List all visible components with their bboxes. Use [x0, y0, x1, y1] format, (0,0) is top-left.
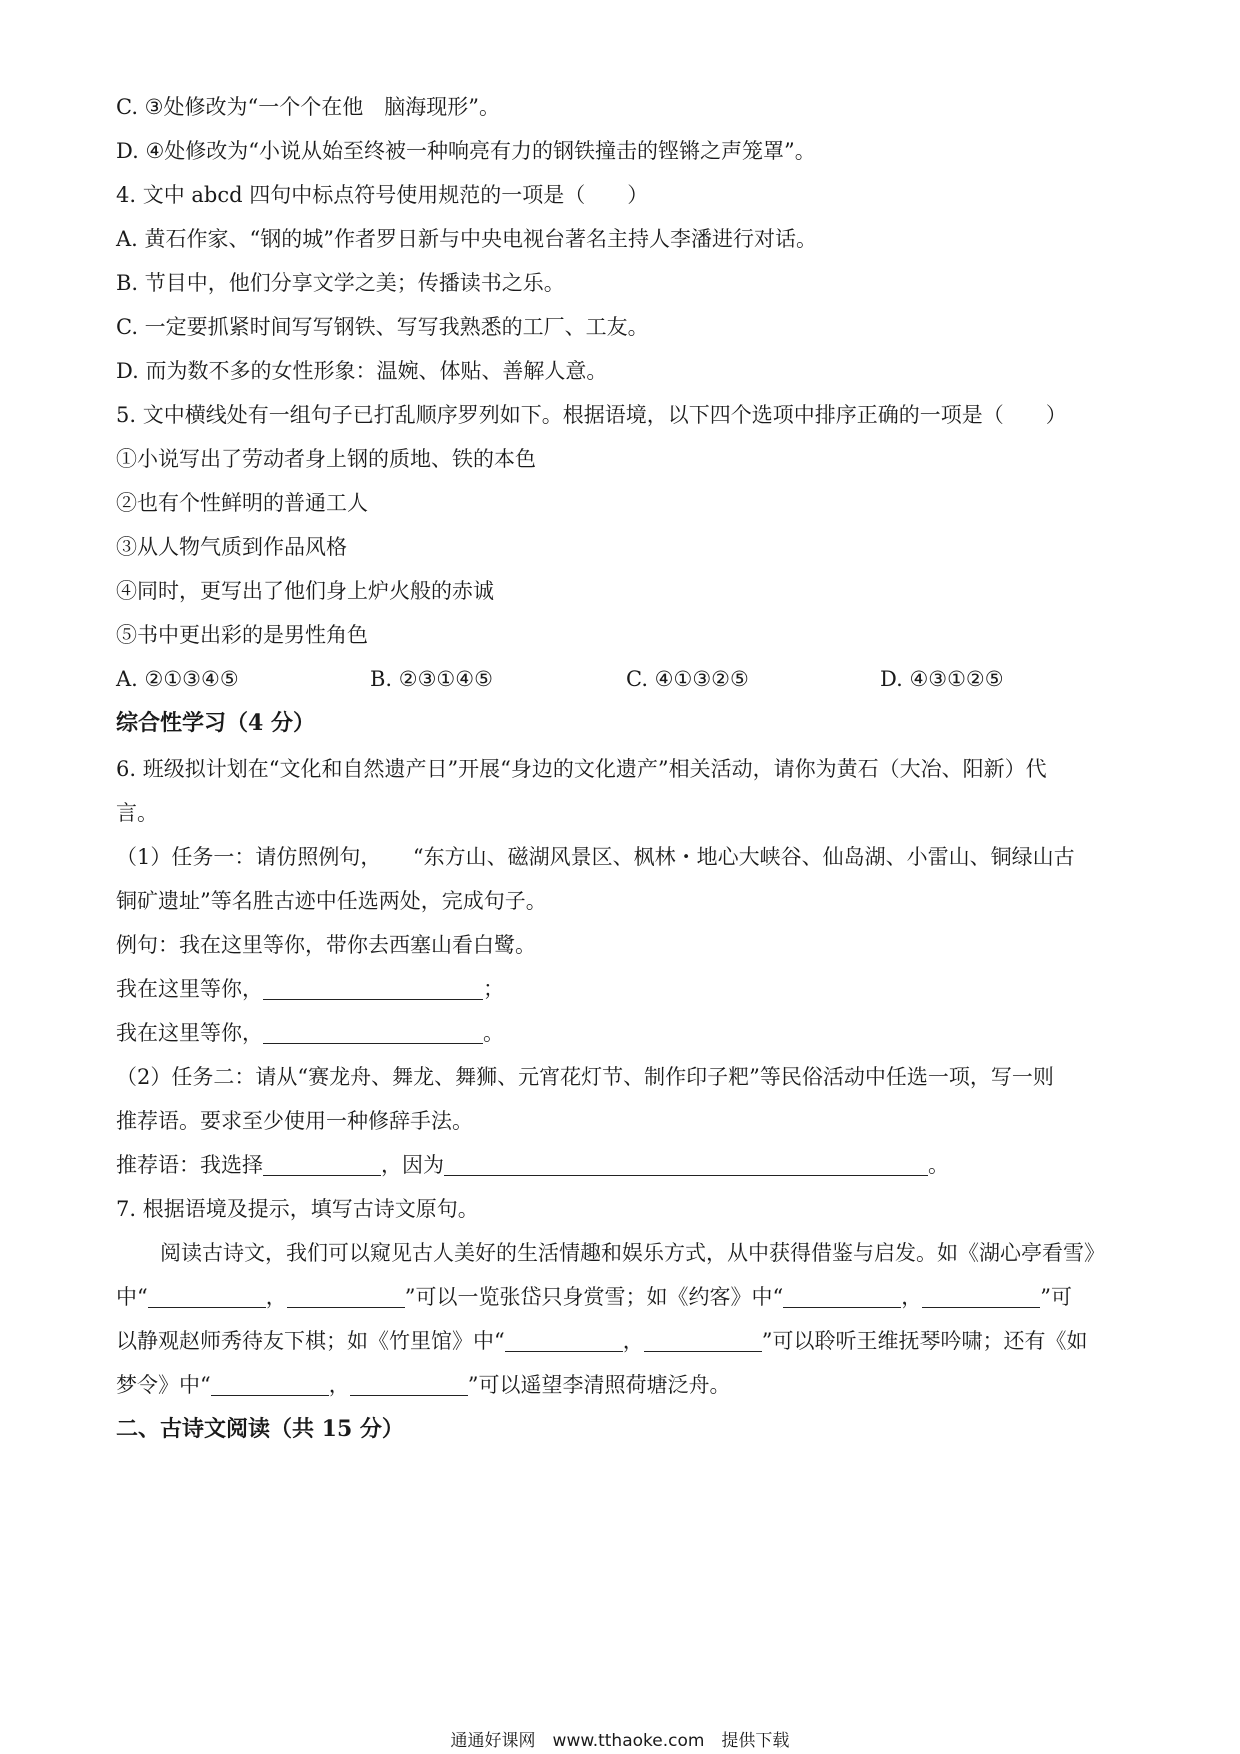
q7-paragraph-line1: 阅读古诗文，我们可以窥见古人美好的生活情趣和娱乐方式，从中获得借鉴与启发。如《湖心亭看雪》 [160, 1241, 1105, 1265]
q4-stem: 4. 文中 abcd 四句中标点符号使用规范的一项是（ ） [116, 183, 649, 207]
q7-stem: 7. 根据语境及提示，填写古诗文原句。 [116, 1197, 479, 1221]
q6-stem-line1: 6. 班级拟计划在“文化和自然遗产日”开展“身边的文化遗产”相关活动，请你为黄石（大冶、阳新）代 [116, 757, 1047, 781]
q6-task2-line1: （2）任务二：请从“赛龙舟、舞龙、舞狮、元宵花灯节、制作印子粑”等民俗活动中任选一项，写一则 [116, 1065, 1054, 1089]
q5-option-b: B. ②③①④⑤ [370, 667, 493, 691]
text-seg: 以静观赵师秀待友下棋；如《竹里馆》中“ [116, 1329, 505, 1353]
q6-answer-line-2 [116, 1018, 504, 1048]
text-seg: ， [328, 1373, 350, 1397]
q3-option-d: D. ④处修改为“小说从始至终被一种响亮有力的钢铁撞击的铿锵之声笼罩”。 [116, 139, 816, 163]
q7-paragraph-line3 [116, 1326, 1087, 1356]
text-seg: ”可以聆听王维抚琴吟啸；还有《如 [761, 1329, 1088, 1353]
poem-blank[interactable] [644, 1329, 762, 1352]
q5-option-c: C. ④①③②⑤ [626, 667, 749, 691]
text-seg: ”可以遥望李清照荷塘泛舟。 [467, 1373, 731, 1397]
q6-answer-line-1 [116, 974, 504, 1004]
q4-option-b: B. 节目中，他们分享文学之美；传播读书之乐。 [116, 271, 565, 295]
rec-reason-blank[interactable] [444, 1153, 928, 1176]
q6-stem-line2: 言。 [116, 801, 158, 825]
q5-sentence-3: ③从人物气质到作品风格 [116, 535, 347, 559]
text-seg: ”可以一览张岱只身赏雪；如《约客》中“ [404, 1285, 784, 1309]
text-seg: ”可 [1040, 1285, 1072, 1309]
q7-paragraph-line2 [116, 1282, 1072, 1312]
rec-mid: ，因为 [381, 1153, 444, 1177]
q6-task1-line2: 铜矿遗址”等名胜古迹中任选两处，完成句子。 [116, 889, 547, 913]
text-seg: ， [901, 1285, 923, 1309]
text-seg: 中“ [116, 1285, 148, 1309]
answer-prefix: 我在这里等你， [116, 977, 263, 1001]
q6-task2-line2: 推荐语。要求至少使用一种修辞手法。 [116, 1109, 473, 1133]
rec-prefix: 推荐语：我选择 [116, 1153, 263, 1177]
q4-option-d: D. 而为数不多的女性形象：温婉、体贴、善解人意。 [116, 359, 608, 383]
text-seg: ， [622, 1329, 644, 1353]
q5-option-a: A. ②①③④⑤ [116, 667, 239, 691]
q5-option-d: D. ④③①②⑤ [880, 667, 1004, 691]
text-seg: 梦令》中“ [116, 1373, 211, 1397]
answer-blank[interactable] [263, 977, 483, 1000]
q3-option-c: C. ③处修改为“一个个在他 脑海现形”。 [116, 95, 500, 119]
poem-blank[interactable] [505, 1329, 623, 1352]
section-comprehensive-learning: 综合性学习（4 分） [116, 710, 315, 736]
answer-punct: ； [483, 977, 504, 1001]
q5-sentence-2: ②也有个性鲜明的普通工人 [116, 491, 368, 515]
q7-paragraph-line4 [116, 1370, 731, 1400]
q4-option-c: C. 一定要抓紧时间写写钢铁、写写我熟悉的工厂、工友。 [116, 315, 649, 339]
poem-blank[interactable] [148, 1285, 266, 1308]
poem-blank[interactable] [287, 1285, 405, 1308]
poem-blank[interactable] [922, 1285, 1040, 1308]
q6-example: 例句：我在这里等你，带你去西塞山看白鹭。 [116, 933, 536, 957]
text-seg: ， [265, 1285, 287, 1309]
answer-prefix: 我在这里等你， [116, 1021, 263, 1045]
q5-sentence-1: ①小说写出了劳动者身上钢的质地、铁的本色 [116, 447, 536, 471]
rec-choice-blank[interactable] [263, 1153, 381, 1176]
section-two-title: 二、古诗文阅读（共 15 分） [116, 1416, 404, 1442]
answer-punct: 。 [483, 1021, 504, 1045]
poem-blank[interactable] [211, 1373, 329, 1396]
q6-recommendation-line [116, 1150, 949, 1180]
poem-blank[interactable] [783, 1285, 901, 1308]
q5-stem: 5. 文中横线处有一组句子已打乱顺序罗列如下。根据语境，以下四个选项中排序正确的一项是（ ） [116, 403, 1067, 427]
poem-blank[interactable] [350, 1373, 468, 1396]
answer-blank[interactable] [263, 1021, 483, 1044]
q4-option-a: A. 黄石作家、“钢的城”作者罗日新与中央电视台著名主持人李潘进行对话。 [116, 227, 817, 251]
q5-sentence-4: ④同时，更写出了他们身上炉火般的赤诚 [116, 579, 494, 603]
q6-task1-line1: （1）任务一：请仿照例句， “东方山、磁湖风景区、枫林・地心大峡谷、仙岛湖、小雷山、铜绿山古 [116, 845, 1075, 869]
rec-end: 。 [928, 1153, 949, 1177]
q5-sentence-5: ⑤书中更出彩的是男性角色 [116, 623, 368, 647]
page-footer: 通通好课网 www.tthaoke.com 提供下载 [450, 1731, 790, 1751]
